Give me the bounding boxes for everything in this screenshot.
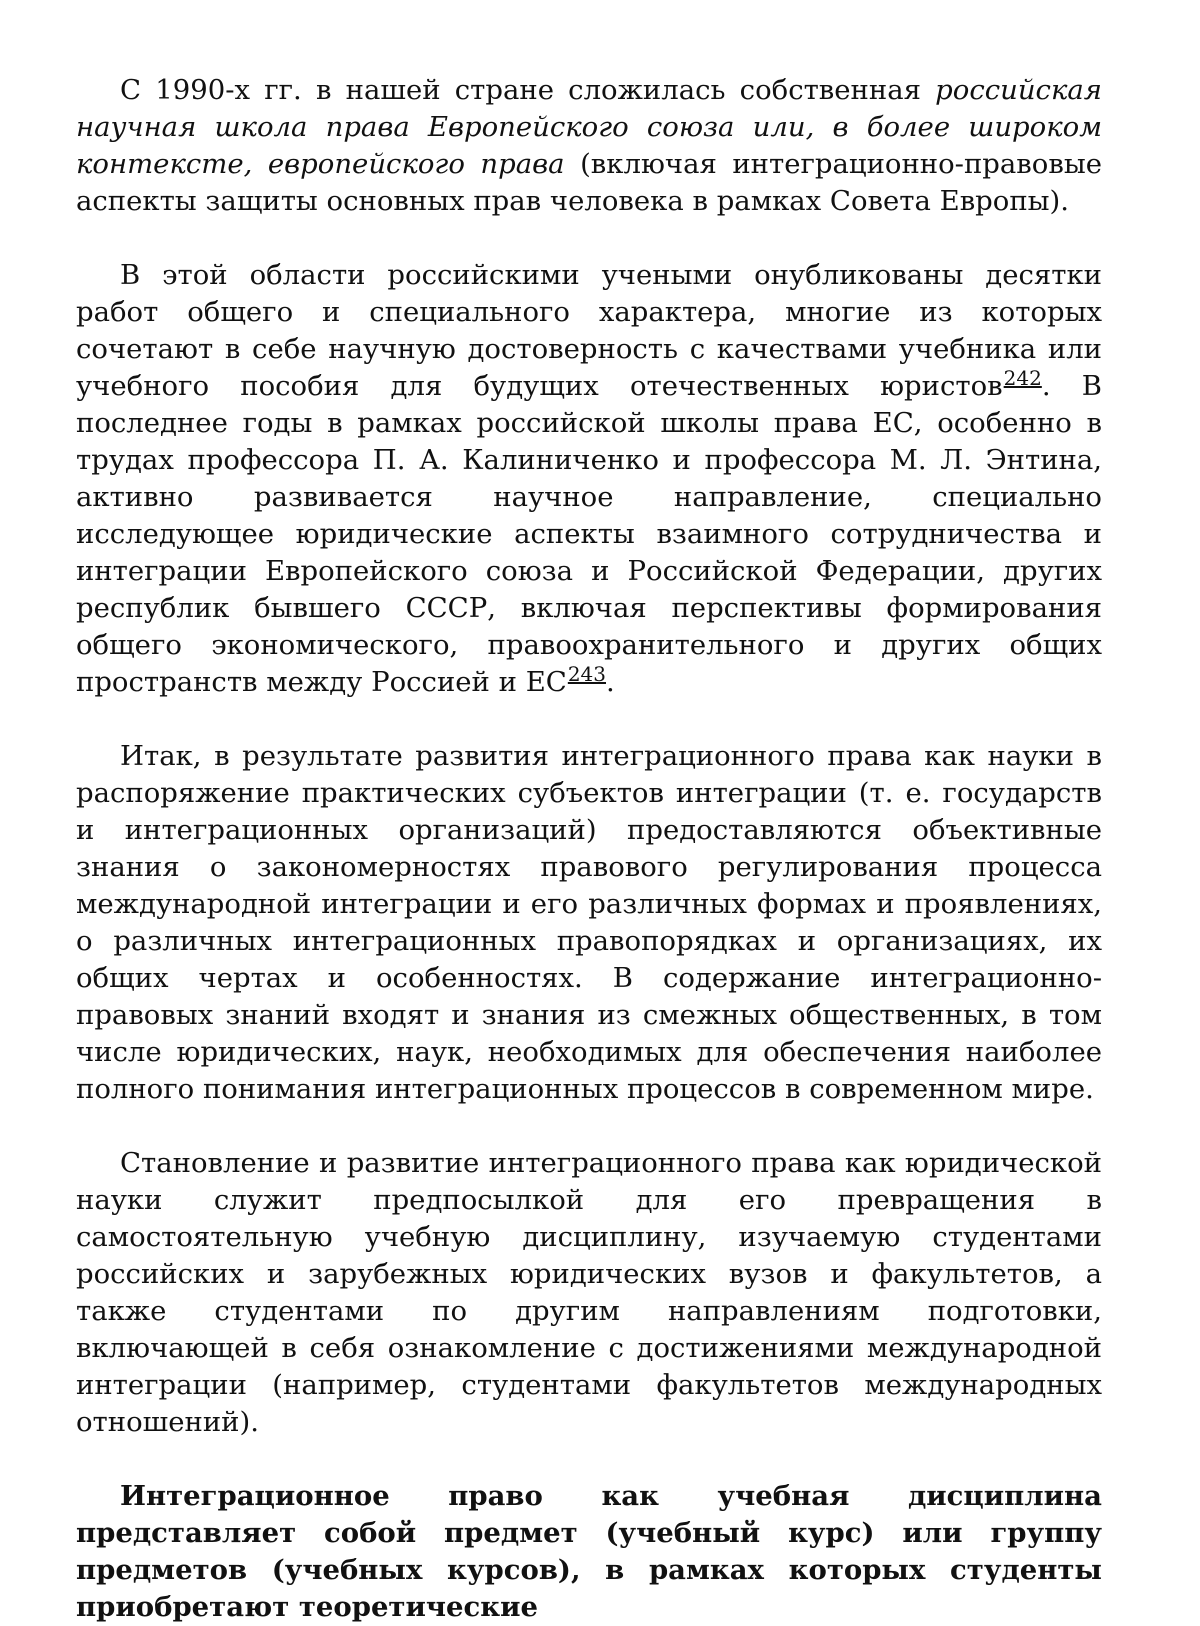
paragraph-5-bold: Интеграционное право как учебная дисциплина представляет собой предмет (учебный курс) или группу предметов (учебных курсов), в рамках которых студенты приобретают теоретические — [76, 1480, 1102, 1623]
paragraph-1-text-end: (включая интеграционно-правовые аспекты защиты основных прав человека в рамках Совета Европы). — [76, 148, 1102, 217]
paragraph-1-text-start: С 1990-х гг. в нашей стране сложилась собственная — [120, 74, 936, 106]
paragraph-2-text-middle: . В последнее годы в рамках российской школы права ЕС, особенно в трудах профессора П. А. Калиниченко и профессора М. Л. Энтина, активно развивается научное направление, специально исследующее юридические аспекты взаимного сотрудничества и интеграции Европейского союза и Российской Федерации, других республик бывшего СССР, включая перспективы формирования общего экономического, правоохранительного и других общих пространств между Россией и ЕС — [76, 370, 1102, 698]
paragraph-1 — [76, 72, 1102, 220]
paragraph-2-text-end: . — [606, 666, 615, 698]
paragraph-1-italic-term: российская научная школа права Европейского союза или, в более широком контексте, европейского права — [76, 74, 1102, 180]
footnote-link-242[interactable]: 242 — [1003, 366, 1042, 390]
paragraph-2 — [76, 257, 1102, 701]
paragraph-3: Итак, в результате развития интеграционного права как науки в распоряжение практических субъектов интеграции (т. е. государств и интеграционных организаций) предоставляются объективные знания о закономерностях правового регулирования процесса международной интеграции и его различных формах и проявлениях, о различных интеграционных правопорядках и организациях, их общих чертах и особенностях. В содержание интеграционно-правовых знаний входят и знания из смежных общественных, в том числе юридических, наук, необходимых для обеспечения наиболее полного понимания интеграционных процессов в современном мире. — [76, 740, 1102, 1105]
document-page — [76, 72, 1102, 1626]
paragraph-2-text-start: В этой области российскими учеными онубликованы десятки работ общего и специального характера, многие из которых сочетают в себе научную достоверность с качествами учебника или учебного пособия для будущих отечественных юристов — [76, 259, 1102, 402]
footnote-link-243[interactable]: 243 — [567, 662, 606, 686]
paragraph-4: Становление и развитие интеграционного права как юридической науки служит предпосылкой для его превращения в самостоятельную учебную дисциплину, изучаемую студентами российских и зарубежных юридических вузов и факультетов, а также студентами по другим направлениям подготовки, включающей в себя ознакомление с достижениями международной интеграции (например, студентами факультетов международных отношений). — [76, 1147, 1102, 1438]
